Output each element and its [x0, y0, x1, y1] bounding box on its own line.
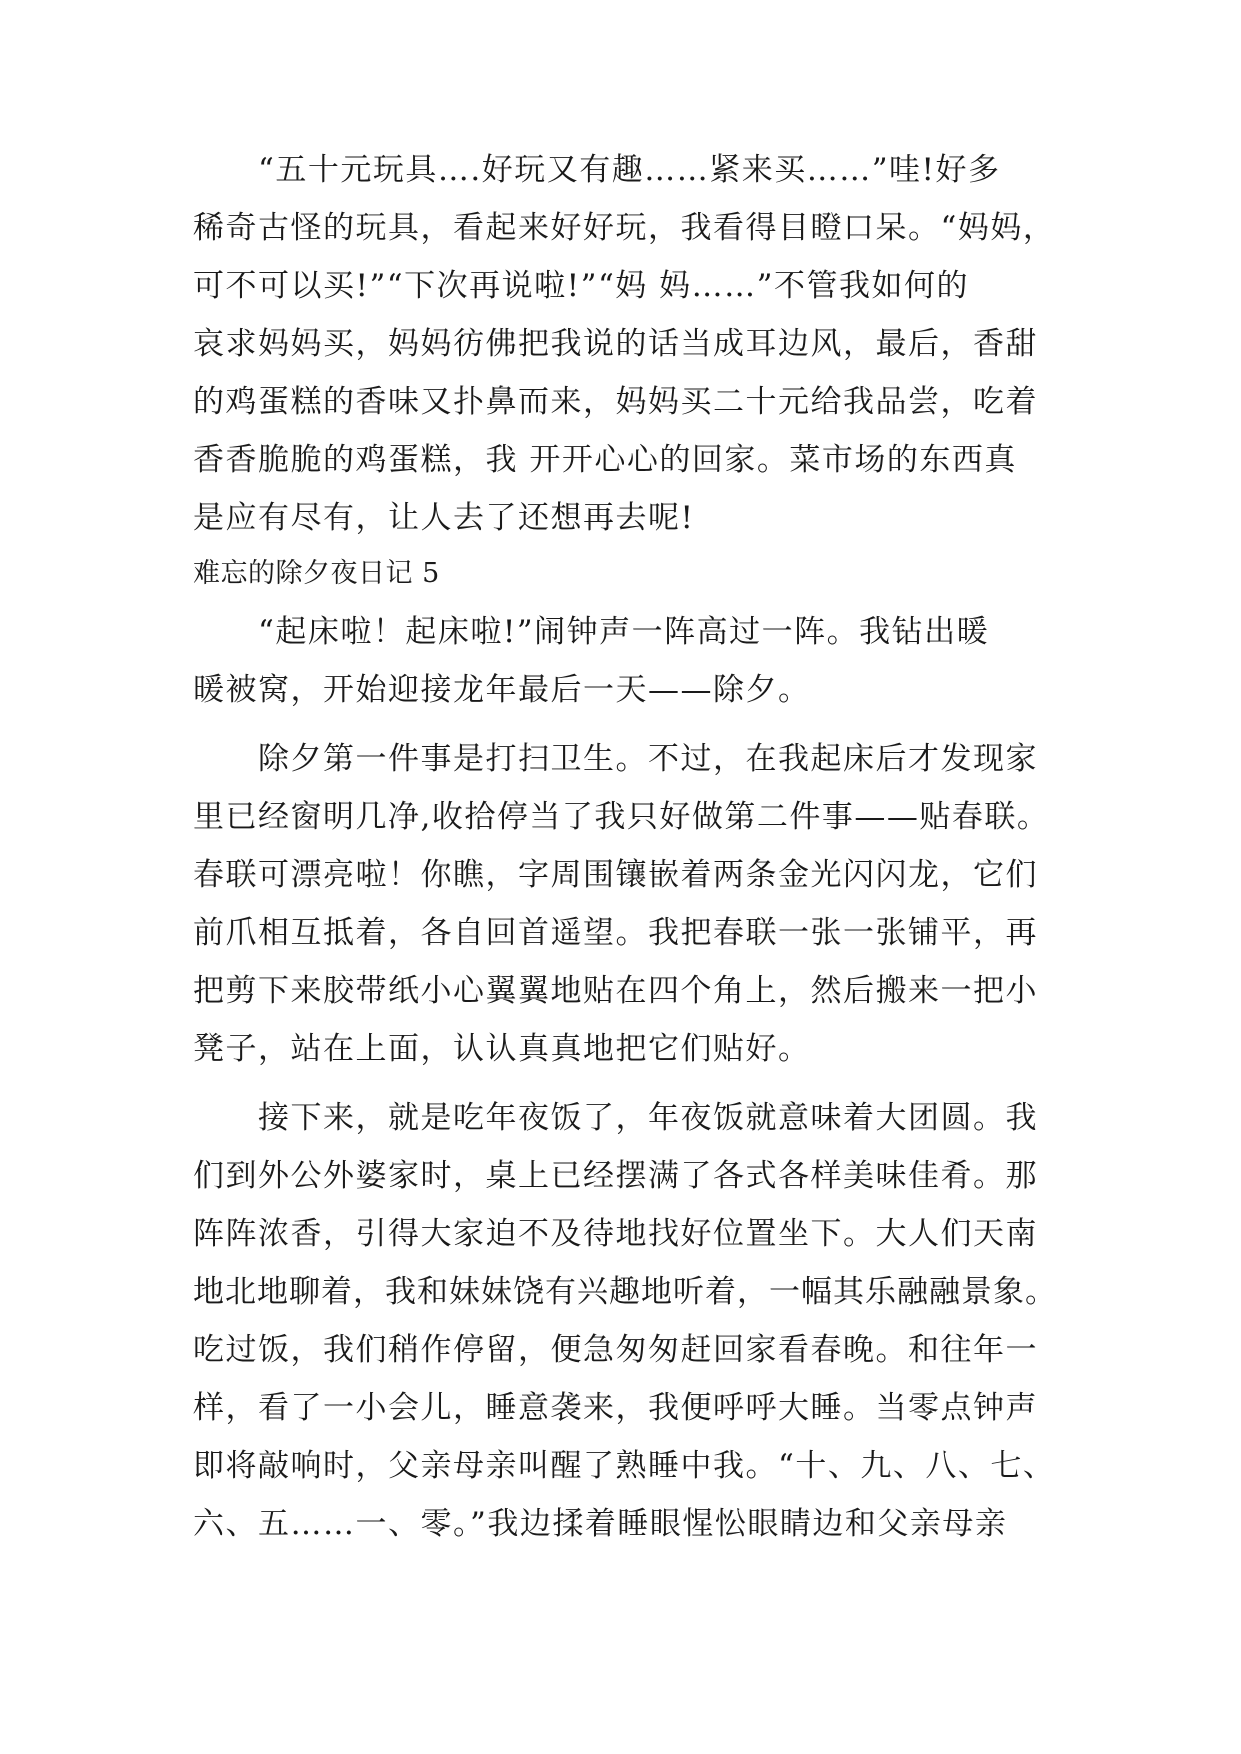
paragraph-line-21: 吃过饭，我们稍作停留，便急匆匆赶回家看春晚。和往年一: [193, 1332, 1038, 1368]
section-heading: 难忘的除夕夜日记 5: [193, 558, 440, 589]
paragraph-line-9: “起床啦！起床啦!”闹钟声一阵高过一阵。我钻出暖: [193, 614, 990, 650]
paragraph-line-13: 春联可漂亮啦！你瞧，字周围镶嵌着两条金光闪闪龙，它们: [193, 857, 1038, 893]
paragraph-line-3: 可不可以买!”“下次再说啦!”“妈 妈……”不管我如何的: [193, 268, 970, 304]
paragraph-line-24: 六、五……一、零。”我边揉着睡眼惺忪眼睛边和父亲母亲: [193, 1506, 1008, 1542]
paragraph-line-23: 即将敲响时，父亲母亲叫醒了熟睡中我。“十、九、八、七、: [193, 1448, 1056, 1484]
paragraph-line-14: 前爪相互抵着，各自回首遥望。我把春联一张一张铺平，再: [193, 915, 1038, 951]
paragraph-line-6: 香香脆脆的鸡蛋糕，我 开开心心的回家。菜市场的东西真: [193, 442, 1017, 478]
paragraph-line-1: “五十元玩具….好玩又有趣……紧来买……”哇!好多: [193, 152, 1001, 188]
paragraph-line-10: 暖被窝，开始迎接龙年最后一天——除夕。: [193, 672, 811, 708]
paragraph-line-7: 是应有尽有，让人去了还想再去呢!: [193, 500, 695, 536]
paragraph-line-11: 除夕第一件事是打扫卫生。不过，在我起床后才发现家: [193, 741, 1038, 777]
paragraph-line-17: 接下来，就是吃年夜饭了，年夜饭就意味着大团圆。我: [193, 1100, 1038, 1136]
paragraph-line-20: 地北地聊着，我和妹妹饶有兴趣地听着，一幅其乐融融景象。: [193, 1274, 1057, 1310]
paragraph-line-5: 的鸡蛋糕的香味又扑鼻而来，妈妈买二十元给我品尝，吃着: [193, 384, 1038, 420]
paragraph-line-12: 里已经窗明几净,收拾停当了我只好做第二件事——贴春联。: [193, 799, 1050, 835]
paragraph-line-15: 把剪下来胶带纸小心翼翼地贴在四个角上，然后搬来一把小: [193, 973, 1038, 1009]
paragraph-line-4: 哀求妈妈买，妈妈彷佛把我说的话当成耳边风，最后，香甜: [193, 326, 1038, 362]
paragraph-line-2: 稀奇古怪的玩具，看起来好好玩，我看得目瞪口呆。“妈妈，: [193, 210, 1056, 246]
paragraph-line-16: 凳子，站在上面，认认真真地把它们贴好。: [193, 1031, 811, 1067]
paragraph-line-18: 们到外公外婆家时，桌上已经摆满了各式各样美味佳肴。那: [193, 1158, 1038, 1194]
paragraph-line-19: 阵阵浓香，引得大家迫不及待地找好位置坐下。大人们天南: [193, 1216, 1038, 1252]
paragraph-line-22: 样，看了一小会儿，睡意袭来，我便呼呼大睡。当零点钟声: [193, 1390, 1038, 1426]
